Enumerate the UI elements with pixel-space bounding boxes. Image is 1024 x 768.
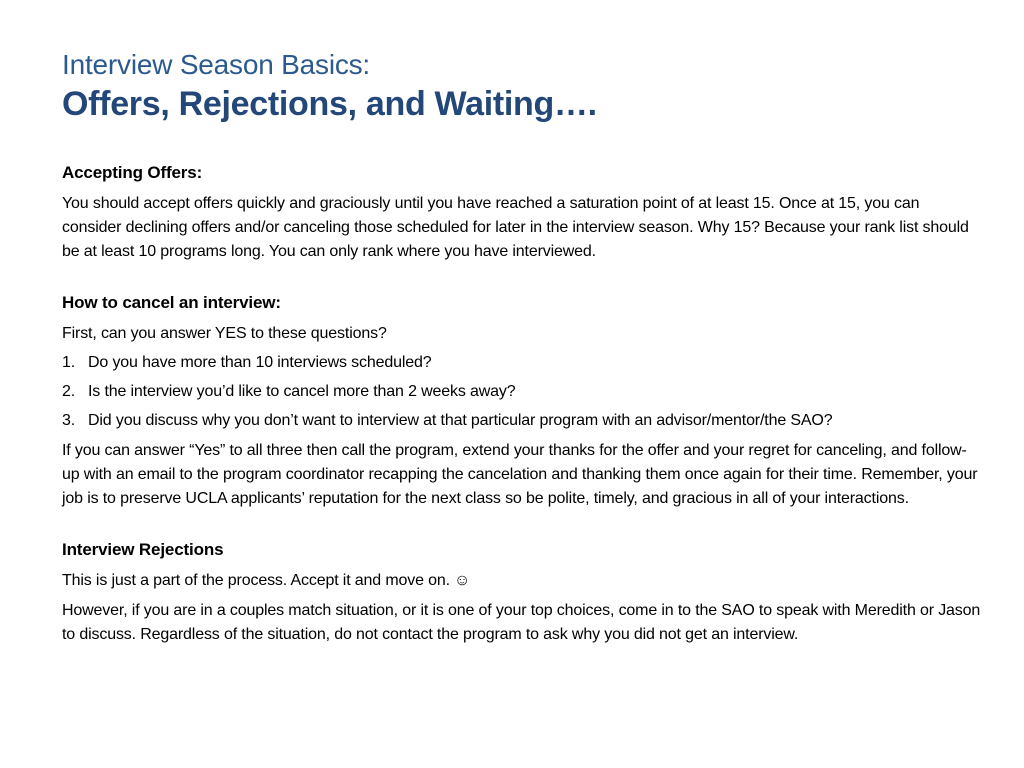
question-number: 2.: [62, 383, 76, 400]
rejections-line: [62, 569, 982, 593]
slide-content: [62, 160, 982, 647]
accepting-offers-text: You should accept offers quickly and graciously until you have reached a saturation point of at least 15. Once at 15, you can consider declining offers and/or canceling those scheduled for later in the interview season. Why 15? Because your rank list should be at least 10 programs long. You can only rank where you have interviewed.: [62, 195, 969, 260]
question-text: Is the interview you’d like to cancel more than 2 weeks away?: [88, 383, 516, 400]
question-text: Did you discuss why you don’t want to interview at that particular program with an advisor/mentor/the SAO?: [88, 412, 833, 429]
rejections-line-text: This is just a part of the process. Accept it and move on.: [62, 572, 450, 589]
slide-title: [62, 48, 982, 126]
question-number: 1.: [62, 354, 76, 371]
question-item: [62, 380, 982, 404]
cancel-intro-text: First, can you answer YES to these questions?: [62, 325, 387, 342]
rejections-text: However, if you are in a couples match situation, or it is one of your top choices, come in to the SAO to speak with Meredith or Jason to discuss. Regardless of the situation, do not contact the program to ask why you did not get an interview.: [62, 602, 981, 643]
cancel-interview-heading: How to cancel an interview:: [62, 293, 281, 312]
question-item: [62, 409, 982, 433]
accepting-offers-heading: Accepting Offers:: [62, 163, 203, 182]
smiley-icon: ☺: [453, 572, 471, 589]
rejections-heading: Interview Rejections: [62, 540, 224, 559]
cancel-instructions-text: If you can answer “Yes” to all three then call the program, extend your thanks for the offer and your regret for canceling, and follow-up with an email to the program coordinator recapping the cancelation and thanking them once again for their time. Remember, your job is to preserve UCLA applicants’ reputation for the next class so be polite, timely, and gracious in all of your interactions.: [62, 442, 978, 507]
title-main: Offers, Rejections, and Waiting….: [62, 85, 597, 123]
question-item: [62, 351, 982, 375]
question-text: Do you have more than 10 interviews scheduled?: [88, 354, 432, 371]
question-number: 3.: [62, 412, 76, 429]
title-subtitle: Interview Season Basics:: [62, 49, 371, 80]
